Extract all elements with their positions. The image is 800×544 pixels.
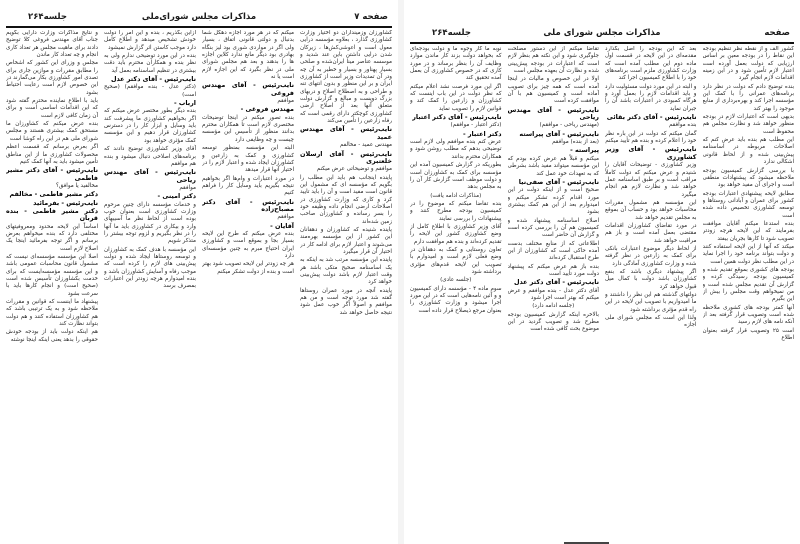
paragraph: موافقم <box>277 98 294 105</box>
paragraph: وزیر کشاورزی - توضیحات آقایان را شنیدم و عرض میکنم که دولت کاملاً مراقب است و بر طبق اساسنامه عمل خواهد شد و نظارت لازم هم انجام میگیرد <box>605 162 697 198</box>
paragraph: بطوریکه در گزارش کمیسیون آمده این مؤسسه برای کمک به کشاورزان است و دولت موظف است گزارش کار آن را به مجلس بدهد <box>410 162 502 191</box>
paragraph: هر چه زودتر این لایحه تصویب شود بهتر است و بنده از دولت تشکر میکنم <box>202 261 294 275</box>
paragraph: اساساً این لایحه محدود ومعروفیتهای مختلفی دارد که بنده میخواهم بعرض برسانم و اگر توجه بفرمائید اینجا یک اصلاح لازم است <box>6 223 98 252</box>
speaker-label: نایب‌رئیس - آقای دکتر مشیر فاطمی <box>6 166 98 182</box>
paragraph: (دکتر اعتبار - موافقم) <box>450 122 502 129</box>
paragraph: این مؤسسه هم مشمول مقررات محاسبات خواهد بود و حساب آن بموقع به مجلس تقدیم خواهد شد <box>605 199 697 221</box>
paragraph: اگر بعرض برسانم که قسمت اعظم محصولات کشاورزی ما از این مناطق تأمین میشود باید به آنها کمک کنیم <box>6 144 98 165</box>
paragraph: بنده تصور میکنم در اینجا توضیحات مختصری لازم است تا همکاران محترم بدانند منظور از تأسیس این مؤسسه چیست و چه وظایفی دارد <box>202 114 294 143</box>
speaker-label: نایب‌رئیس - آقای پیراسته <box>519 129 599 138</box>
speaker-label: نایب‌رئیس - آقای دکتر عدل <box>513 278 599 287</box>
speaker-label: نایب‌رئیس - آقای ارسلان خلعتبری <box>300 149 392 165</box>
speaker-label: نایب‌رئیس - آقای دکتر مصباح‌زاده <box>202 197 294 213</box>
speaker-label: نایب‌رئیس - آقای وزیر کشاورزی <box>605 145 697 161</box>
paragraph: میکنم که در هر مورد اجازه دهکل شما بدنبال و دولتی قانونی اتفاق ، بسیار ولی اگر در مواردی شوری بود لیز بنگاه بهادری بود دیگر مانع ندارد کلاین اجازه ها را بدهند و بعد هم مجلس شورای ملی در نظر بگیرد که این اجازه لازم است یا نه <box>202 30 294 81</box>
paragraph: با بررسی گزارش کمیسیون بودجه ملاحظه میشود که پیشنهادات منطقی است و اجرای آن مفید خواهد بود <box>702 167 794 189</box>
paragraph: موافقم <box>277 214 294 221</box>
paragraph: ازاین بگذریم ، بنده و این امر را دولت خودش تشخیص میدهد و اطلاع کامل دارد موجب کاستن اثر گزارش نمیشود <box>104 30 196 51</box>
paragraph: آقای وزیر کشاورزی با اطلاع کامل از وضع کشاورزی کشور این لایحه را تقدیم کرده‌اند و بنده هم موافقت دارم <box>410 223 502 245</box>
paragraph: پاینده آنچه در مورد عمران روستاها گفته شد مورد توجه است و من هم موافقم و اصولاً اگر خوب عمل شود نتیجه حاصل خواهد شد <box>300 287 392 316</box>
paragraph: بنده موافقم <box>668 122 697 129</box>
paragraph: این مؤسسه با هدف کمک به کشاورزان و توسعه روستاها ایجاد شده و دولت پیش‌بینی های لازم را کرده است که موجب رفاه و آسایش کشاورزان باشد و بنده امیدوارم هرچه زودتر این اعتبارات بمصرف برسد <box>104 246 196 290</box>
text-column <box>605 46 697 538</box>
text-column <box>104 30 196 538</box>
text-column <box>6 30 98 538</box>
paragraph: تقاضا میکنم از این دستور مصلحت جلوگیری شود و این نکته هم بنظر لازم است که اعتبارات در بودجه پیش‌بینی شده و نظارت آن بعهده مجلس است <box>507 46 599 75</box>
text-columns <box>6 30 392 538</box>
header-rule <box>410 42 794 44</box>
paragraph: بنده تقاضا میکنم که موضوع را در کمیسیون بودجه مطرح کنند و پیشنهادات را بررسی نمایند <box>410 200 502 222</box>
paragraph: موافقم و توضیحاتی عرض میکنم <box>316 166 392 173</box>
paragraph: نوبه ما کار وجوه ما و دولت بودجه‌ای که بخواهد دولت بزند کار ماندن موارد وظایف آن را بنظر برساند و در مورد کاری که در خصوص کشاورزی آن بعمل آمده تحقیق کند <box>410 46 502 82</box>
parenthetical-note: (جلسه عادی) <box>440 277 472 284</box>
speaker-label: ارباب - <box>174 99 196 108</box>
text-column <box>703 46 795 538</box>
paragraph: عرض کنم بنده موافقم ولی لازم است توضیحی بدهم که مطلب روشن شود و همکاران محترم بدانند <box>410 139 502 160</box>
paragraph: مخالفید یا موافق؟ <box>55 182 98 189</box>
paragraph: اصلا این مؤسسه مؤسسه‌ای نیست که مشمول قانون محاسبات عمومی باشد و این مؤسسه مؤسسه‌ایست که برای خدمت بکشاورزان تأسیس شده است (صحیح است) و انجام کارها باید با سرعت بشود <box>6 253 98 297</box>
paragraph: آقای وزیر کشاورزی توضیح دادند که برنامه‌های اصلاحی دنبال میشود و بنده هم موافقم <box>104 146 196 167</box>
paragraph: اطلاعاتی که از منابع مختلف بدست آمده حاکی است که کشاورزان از این طرح استقبال کرده‌اند <box>507 240 599 262</box>
paragraph: و البته در این مورد دولت مسئولیت دارد و باید اقدامات لازم را بعمل آورد و هرگاه کمبودی در اعتبارات باشد آن را جبران نماید <box>605 83 697 112</box>
paragraph: اولا در این خصوص و مالیات در اینجا آمده است که همه چیز برای تصویب آماده است و کمیسیون هم با آن موافقت کرده است <box>507 76 599 105</box>
paragraph: سوم ماده ۴ - مؤسسه دارای کمیسیون و و آئین نامه‌هایی است که در این مورد اجرا میشود و وزارت کشاورزی را بعنوان مرجع ذیصلاح قرار داده است <box>410 285 502 314</box>
speaker-label: نایب‌رئیس - بفرمائید <box>33 198 98 207</box>
paragraph: اصلاح اساسنامه پیشنهاد شده و کمیسیون هم آن را بررسی کرده است و گزارش آن حاضر است <box>507 217 599 239</box>
paragraph: بنده در این مورد توضیحی ندارم ولی به نظر بنده و همکاران محترم باید دقت بیشتری در تنظیم اساسنامه بعمل آید <box>104 53 196 74</box>
paragraph: تعاون روستایی و کمک به دهقانان در وضع فعلی لازم است و امیدوارم با تصویب این لایحه قدم‌های مؤثری برداشته شود <box>410 246 502 275</box>
paragraph: موافقم <box>179 184 196 191</box>
text-column <box>508 46 600 538</box>
paragraph: بنده باز هم عرض میکنم که پیشنهاد دولت مورد تأیید است <box>507 263 599 277</box>
paragraph: آنها کمتر بودجه های کشوری ملاحظه شده است وتصویب قرار گرفته بعد از آنکه نامه های لازم رسید <box>702 304 794 326</box>
paragraph: این مطلب هم بنده باید عرض کنم که اصلاحات مربوطه در اساسنامه پیش‌بینی شده و از لحاظ قانونی اشکالی ندارد <box>702 137 794 166</box>
paragraph: (دکتر عدل - بنده موافقم) (صحیح است) <box>104 84 196 98</box>
paragraph: بعد که این بودجه را اصل بگذارد مقدمه‌ای در این لایحه در قسمت اول ماده دوم این مطلب آمده است که وزارت کشاورزی ملزم است برنامه‌های خود را با اطلاع کمیسیون اجرا کند <box>605 46 697 82</box>
paragraph: بنده دیگر بطور مختصر عرض میکنم که اگر بخواهیم کشاورزی ما پیشرفت کند باید وسایل و ابزار کار را در دسترس کشاورزان قرار دهیم و این مؤسسه کمک مؤثری خواهد بود <box>104 108 196 144</box>
speaker-label: نایب‌رئیس - آقای دکتر بقائی <box>606 113 697 122</box>
paragraph: البته این مؤسسه بمنظور توسعه کشاورزی و کمک به زارعین و کشاورزان ایجاد شده و اعتبار لازم را در اختیار آنها قرار میدهد <box>202 145 294 174</box>
paragraph: باید با اطلاع نماینده محترم گفته شود که این اقدامات اساسی است و برای آن زمان کافی لازم است <box>6 98 98 119</box>
text-columns <box>410 46 794 538</box>
speaker-label: دکتر مشیر فاطمی - مخالفم <box>9 190 98 199</box>
paragraph: است ۲۵ وتصویب قرار گرفته بعنوان‌ اطلاع <box>702 327 794 342</box>
parenthetical-note: (جلسه ادامه دارد) <box>532 303 575 310</box>
paragraph: بنده عرض میکنم که کشاورزان ما مستحق کمک بیشتری هستند و مجلس شورای ملی هم در این راه کوشا است <box>6 121 98 142</box>
right-page <box>404 0 800 544</box>
paragraph: مطابق لایحه پیشنهادی اعتبارات بودجه کشور برای عمران و آبادانی روستاها و توسعه کشاورزی تخصیص داده شده است <box>702 190 794 219</box>
speaker-label: دکتر اعتبار - <box>462 129 502 138</box>
paragraph: کشور الف و از نقطه نظر تنظیم بودجه این نقاط را در بودجه معین بر اساس ارزیابی که دولت بعمل آورده است اعتبار لازم تأمین شود و در این زمینه اقدامات لازم انجام گیرد <box>702 46 794 82</box>
text-column <box>300 30 392 538</box>
page-header <box>0 12 398 26</box>
paragraph: پاینده شنیده که کشاورزان و دهقانان این کشور از این مؤسسه بهره‌مند می‌شوند و اعتبار لازم برای ادامه کار در اختیار آن قرار میگیرد <box>300 226 392 255</box>
paragraph: اگر این مورد فرصت نشد اعلام میکنم که نظر دولت در این باب اینست که کشاورزان و زارعین را کمک کند و قوانین لازم را تصویب نماید <box>410 83 502 112</box>
paragraph: بدیهی است که اعتبارات لازم در بودجه منظور خواهد شد و نظارت مجلس هم محفوظ است <box>702 114 794 135</box>
speaker-label: آقایان - <box>270 221 294 230</box>
paragraph: پیشنهاد ما اینست که قوانین و مقررات ملاحظه شود و به یک ترتیبی باشد که هم کشاورزان استفاده کنند و هم دولت بتواند نظارت کند <box>6 299 98 328</box>
speaker-label: دکتر امینی - <box>157 192 196 201</box>
speaker-label: نایب‌رئیس - آقای مهندس ریاحی <box>104 168 196 184</box>
session-number: جلسه۲۶۴ <box>432 28 471 38</box>
paragraph: صحیح است و از اینکه دولت در این مورد اقدام کرده تشکر میکنم و امیدوارم بعد از این هم کمک بیشتری بشود <box>507 187 599 216</box>
paragraph: میکنم و قبلاً هم عرض کرده بودم که این مؤسسه میتواند مفید باشد بشرطی که به تعهدات خود عمل کند <box>507 155 599 177</box>
paragraph: اگر پیشنهاد دیگری باشد که بنفع کشاورزان باشد دولت با کمال میل قبول خواهد کرد <box>605 268 697 290</box>
paragraph: از لحاظ دیگر موضوع اعتبارات بانکی برای کمک به زارعین در نظر گرفته شده و وزارت کشاورزی آمادگی دارد <box>605 245 697 267</box>
paragraph: مهندس عمید - مخالفم <box>339 142 392 149</box>
paragraph: بنده عرض میکنم که طرح این لایحه بسیار بجا و بموقع است و کشاورزی ایران احتیاج مبرم به چنین مؤسسه‌ای دارد <box>202 230 294 259</box>
paragraph: (مهندس ریاحی - موافقم) <box>539 122 599 129</box>
paragraph: بودجه های کشوری بموقع تقدیم شده و کمیسیون بودجه رسیدگی کرده و گزارش آن تقدیم مجلس شده است و من نمیخواهم وقت مجلس را بیش از این بگیرم <box>702 266 794 303</box>
publication-title: مذاکرات مجلس شورای‌ملی <box>141 12 257 22</box>
text-column <box>202 30 294 538</box>
speaker-label: نایب‌رئیس - آقای مهندس عمید <box>300 125 392 141</box>
page-number: صفحه <box>764 28 790 38</box>
paragraph: و نتایج مذاکرات وزارت دارایی بگویم جناب آقای مهندس فروغی کلا توضیح دادند برای ماهیت مجلس هر تعداد کاری انجام و چه تعداد کار ماندن <box>6 30 98 59</box>
speaker-label: مهندس فروغی - <box>240 105 294 114</box>
speaker-label: نایب‌رئیس - آقای دکتر عدل <box>110 75 196 84</box>
paragraph: (بعد از بنده) موافقم <box>552 139 599 146</box>
paragraph: هم اینکه دولت باید از بودجه خودش حقوقی را بدهد یعنی اینکه اینجا نوشته <box>6 329 98 343</box>
speaker-label: نایب‌رئیس - آقای صفی‌نیا <box>518 177 599 186</box>
speaker-label: نایب‌رئیس - آقای دکتر اعتبار <box>412 113 502 122</box>
publication-title: مذاکرات مجلس شورای ملی <box>543 28 661 38</box>
paragraph: پاینده این مؤسسه مرتب شد به اینکه به یک اساسنامه صحیح متکی باشد هر وقت اعتبار لازم باشد دولت پیش‌بینی خواهد کرد <box>300 257 392 286</box>
paragraph: بالاخره اینکه گزارش کمیسیون بودجه مطرح شد و تصویب گردید در این موضوع بحث کافی شده است <box>507 311 599 333</box>
paragraph: ولذا این است که مجلس شورای ملی اجازه <box>605 315 697 329</box>
speaker-label: نایب‌رئیس - آقای مهندس ریاحی <box>507 105 599 122</box>
paragraph: دولتهای گذشته هم این نظر را داشتند و ما امیدواریم با تصویب این لایحه در این راه قدم مؤثری برداشته شود <box>605 292 697 313</box>
page-header <box>404 28 800 42</box>
header-rule <box>6 26 392 28</box>
speaker-label: نایب‌رئیس - آقای مهندس فروغی <box>202 81 294 97</box>
paragraph: در مورد اعتبارات و وام‌ها اگر بخواهیم نتیجه بگیریم باید وسایل کار را فراهم کنیم <box>202 175 294 197</box>
paragraph: مجلس و وزرای این کشور که اشخاص را مطابق مقررات و موازین جاری برای تصدی امور کشاورزی بکار می‌گمارند در این خصوص لازم است رعایت احتیاط بشود <box>6 60 98 96</box>
paragraph: بنده توضیح دادم که دولت در نظر دارد برنامه‌های عمرانی را با کمک این مؤسسه اجرا کند و بهره‌برداری از منابع موجود را بهتر کند <box>702 83 794 112</box>
text-column <box>410 46 502 538</box>
paragraph: بنده استدعا میکنم آقایان موافقت بفرمایند که این لایحه هرچه زودتر تصویب شود تا کارها بجریان بیفتد <box>702 220 794 242</box>
speaker-label: پیراسته - <box>570 146 599 155</box>
paragraph: و خدمات مؤسسه دارای چنین مرحوم وزارت کشاورزی است بعنوان خوب بوده است از لحاظ نظر ما آسیبهای وارد و بیکاری در کشاورزی باید ما آنها را در نظر بگیریم و لزوم توجه بیشتر را متذکر شویم <box>104 201 196 245</box>
paragraph: میکند که آنها از این لایحه استفاده کنند و دولت بتواند برنامه خود را اجرا نماید در این مطلب نظر دولت همین است <box>702 243 794 265</box>
paragraph: در مورد تقاضای کشاورزان اقدامات مقتضی بعمل آمده است و باز هم مراقبت خواهد شد <box>605 222 697 244</box>
session-number: جلسه۲۶۴ <box>28 12 67 22</box>
page-number: صفحه ۷ <box>354 12 388 22</box>
paragraph: کشاورزان وزمینداران دو اختیار وزارت کشاورزی گذارد ، بعلاوه مؤسسه درایی معول است و اعوشی‌کش‌ها ، زیرکان شدن درایی داشتن باین عند شدید و موسسه عناصر مینا ایران‌شده و صلحی بسیار پهناور و بسیار و خطیر به آن چه ودر آن تمدیدات وزیر است از کشاورزی ایران و بر این منظور و بدون انتهای تنه و طراحی و به اصطلاح اصلاح و دربهای بزرگ دویست و مبالغ و گزارش دولت متعلق آنها بعد از اصلاح ارضی کشاورزی کوچکتر دارای رقمی است که رفاه زارعین را تأمین می‌کند <box>300 30 392 125</box>
parenthetical-note: (مذاکرات ادامه یافت) <box>430 192 482 199</box>
paragraph: آقای دکتر عدل - بنده موافقم و عرض میکنم که بهتر است اجرا شود <box>507 287 599 301</box>
paragraph: پاینده اینجانب هم باید این مطلب را بگویم که مؤسسه ای که مشمول این قانون است مفید است و آن را باید تایید کرد و کاری که وزارت کشاورزی در اصلاحات ارضی انجام داده وظیفه خود را بسر رسانده و کشاورزان صاحب زمین شده‌اند <box>300 174 392 225</box>
paragraph: گمان میکنم که دولت در این باره نظر خود را اعلام کرده و بنده هم تأیید میکنم <box>605 130 697 145</box>
speaker-label: دکتر مشیر فاطمی - بنده قربان <box>6 206 98 223</box>
left-page <box>0 0 398 544</box>
